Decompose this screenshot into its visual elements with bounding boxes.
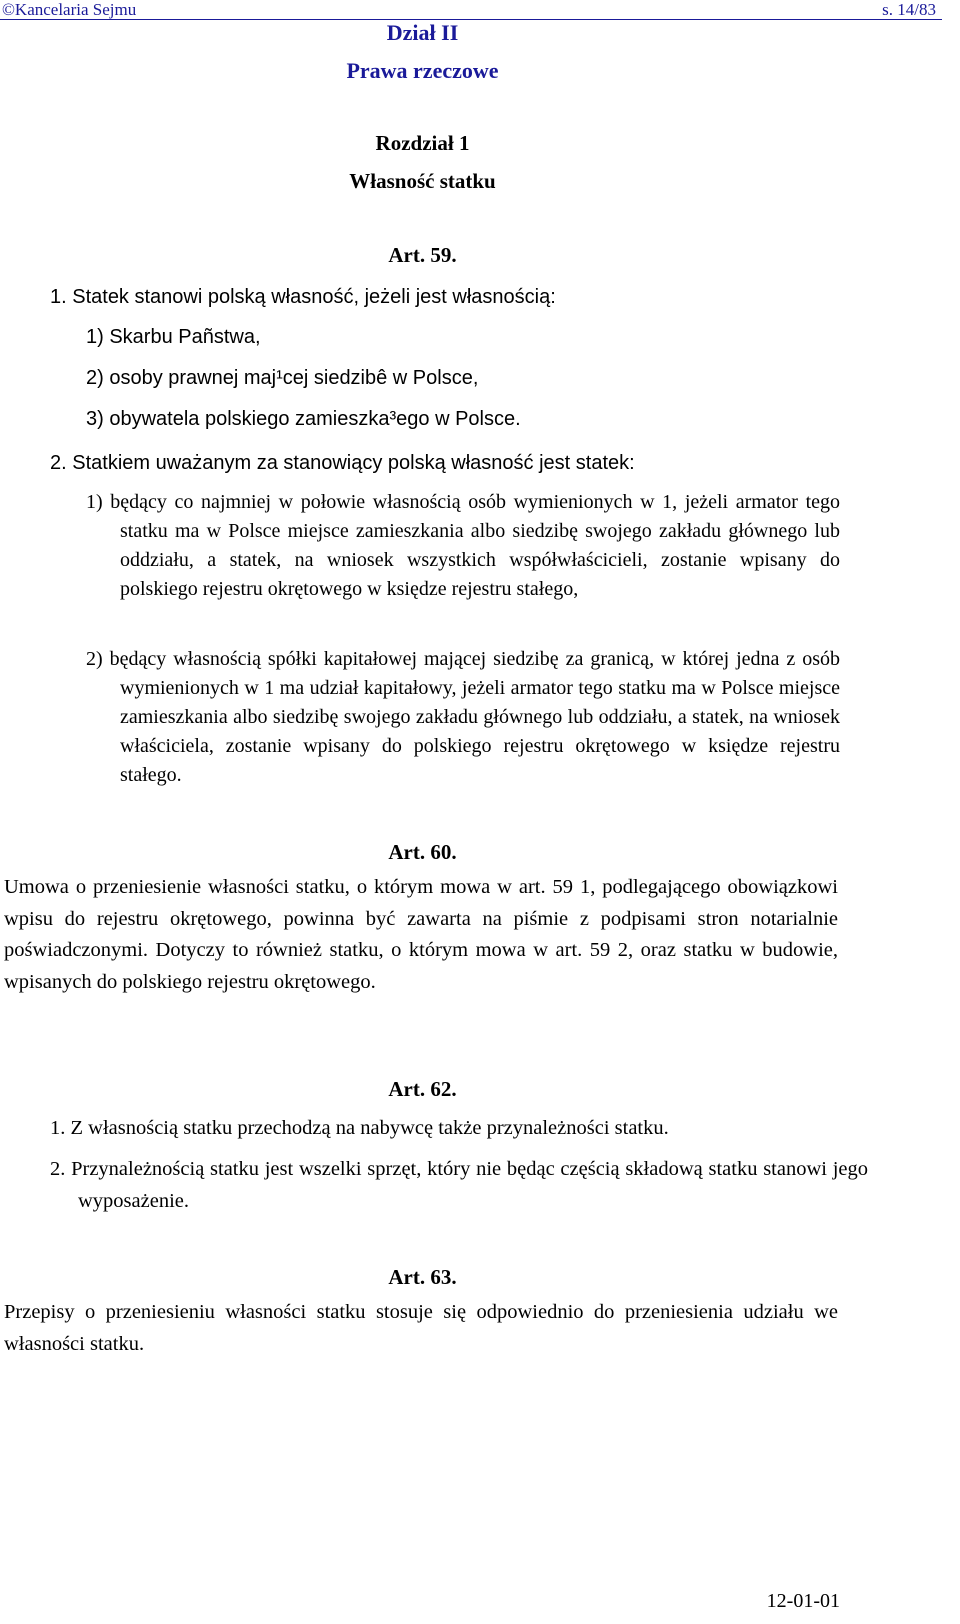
art63-text: Przepisy o przeniesieniu własności statku stosuje się odpowiednio do przeniesienia udziału we własności statku. — [4, 1301, 838, 1355]
art59-p2-item2-text: 2) będący własnością spółki kapitałowej mającej siedzibę za granicą, w której jedna z osób wymienionych w 1 ma udział kapitałowy, jeżeli armator tego statku ma w Polsce miejsce zamieszkania albo siedzibę swojego zakładu głównego lub oddziału, a statek, na wniosek właściciela, zostanie wpisany do polskiego rejestru okrętowego w księdze rejestru stałego. — [86, 648, 840, 786]
art63-heading: Art. 63. — [388, 1265, 457, 1289]
header-page-number: s. 14/83 — [882, 0, 936, 19]
art62-p1: 1. Z własnością statku przechodzą na nabywcę także przynależności statku. — [50, 1117, 669, 1139]
art60-text: Umowa o przeniesienie własności statku, o którym mowa w art. 59 1, podlegającego obowiązkowi wpisu do rejestru okrętowego, powinna być zawarta na piśmie z podpisami stron notarialnie poświadczonymi. Dotyczy to również statku, o którym mowa w art. 59 2, oraz statku w budowie, wpisanych do polskiego rejestru okrętowego. — [4, 876, 838, 993]
header-source: ©Kancelaria Sejmu — [2, 0, 137, 19]
art62-heading: Art. 62. — [388, 1077, 457, 1101]
art59-p2-intro: 2. Statkiem uważanym za stanowiący polską własność jest statek: — [50, 452, 635, 474]
chapter-title: Rozdział 1 — [375, 131, 470, 155]
art59-p1-item: 3) obywatela polskiego zamieszka³ego w Polsce. — [86, 408, 521, 430]
art59-p1-item: 2) osoby prawnej maj¹cej siedzibê w Polsce, — [86, 367, 479, 389]
art59-heading: Art. 59. — [388, 243, 457, 267]
division-subtitle: Prawa rzeczowe — [346, 58, 499, 83]
art59-p1-intro: 1. Statek stanowi polską własność, jeżeli jest własnością: — [50, 286, 556, 308]
art59-p2-item2 — [86, 645, 840, 790]
division-title: Dział II — [386, 20, 459, 45]
chapter-subtitle: Własność statku — [349, 169, 496, 193]
art60-heading: Art. 60. — [388, 840, 457, 864]
art59-p2-item1 — [86, 488, 840, 604]
art59-p2-item1-text: 1) będący co najmniej w połowie własnością osób wymienionych w 1, jeżeli armator tego statku ma w Polsce miejsce zamieszkania albo siedzibę swojego zakładu głównego lub oddziału, a statek, na wniosek wszystkich współwłaścicieli, zostanie wpisany do polskiego rejestru okrętowego w księdze rejestru stałego, — [86, 491, 840, 600]
art59-p1-item: 1) Skarbu Pañstwa, — [86, 326, 261, 348]
footer-code: 12-01-01 — [766, 1590, 840, 1612]
art62-p2: 2. Przynależnością statku jest wszelki sprzęt, który nie będąc częścią składową statku stanowi jego wyposażenie. — [50, 1158, 868, 1212]
